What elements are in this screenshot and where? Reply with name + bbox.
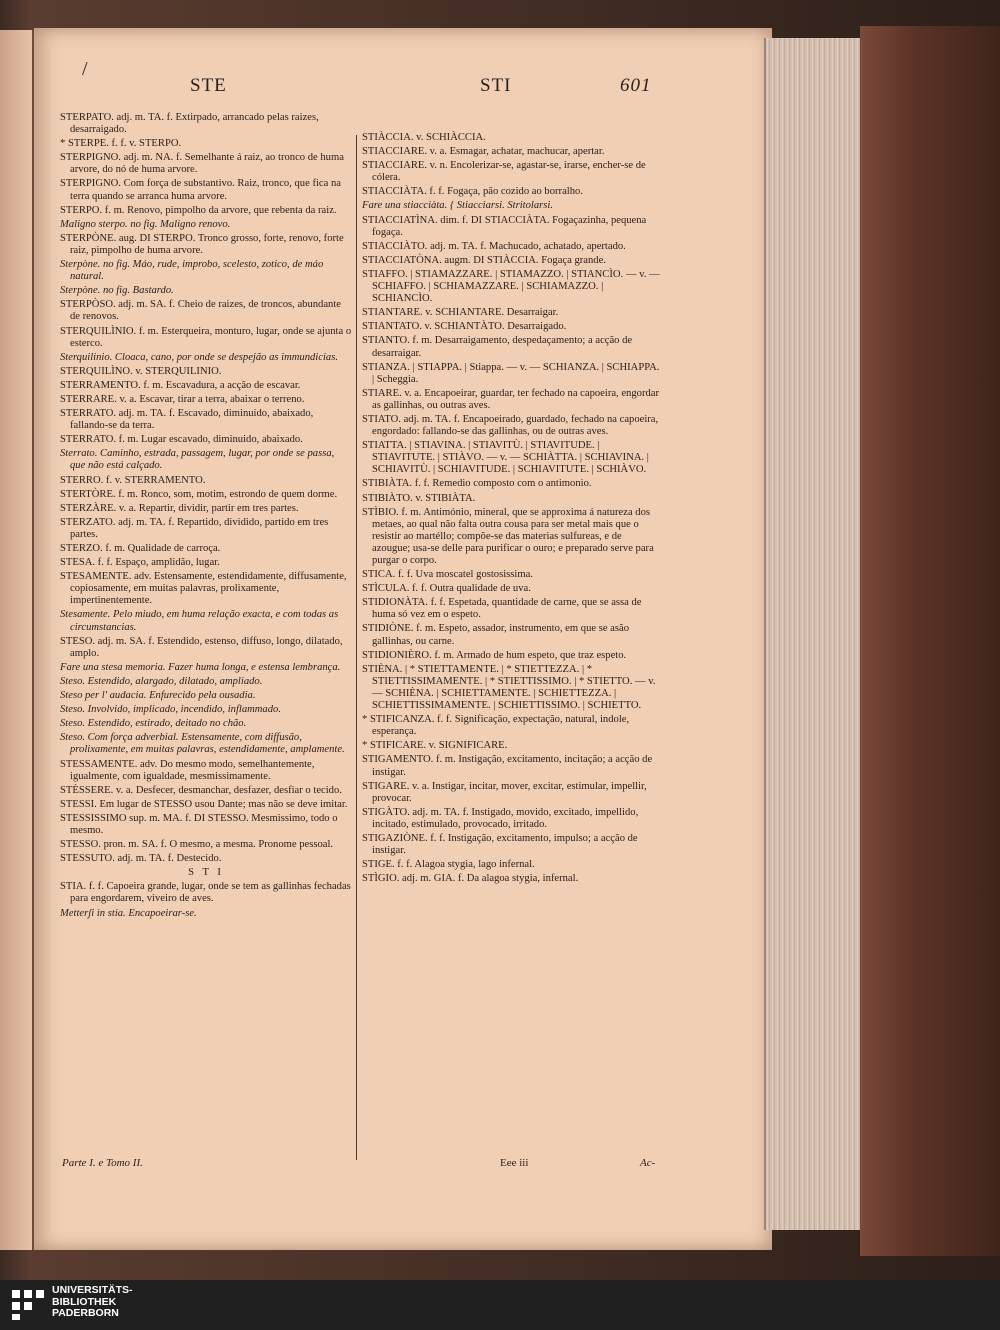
dictionary-entry: * STIFICANZA. f. f. Significação, expectação, natural, indole, esperança. (362, 714, 630, 738)
dictionary-entry: S T I (188, 867, 224, 879)
margin-mark: / (82, 58, 88, 80)
dictionary-entry: * STIFICARE. v. SIGNIFICARE. (362, 740, 508, 752)
dictionary-entry: STIBIÀTO. v. STIBIÀTA. (362, 492, 476, 504)
dictionary-entry: STERPIGNO. adj. m. NA. f. Semelhante á raiz, ao tronco de huma arvore, do nó de huma arvore. (60, 152, 344, 176)
dictionary-entry: STIARE. v. a. Encapoeirar, guardar, ter fechado na capoeira, engordar as gallinhas, ou outras aves. (362, 387, 660, 411)
dictionary-entry: STERZO. f. m. Qualidade de carroça. (60, 543, 221, 554)
dictionary-entry: Steso. Involvido, implicado, incendido, inflammado. (60, 704, 281, 716)
dictionary-entry: STIA. f. f. Capoeira grande, lugar, onde se tem as gallinhas fechadas para engordarem, viveiro de aves. (60, 881, 351, 905)
dictionary-entry: STÌCULA. f. f. Outra qualidade de uva. (362, 583, 531, 595)
dictionary-entry: Maligno sterpo. no fig. Maligno renovo. (60, 218, 231, 230)
right-column (362, 132, 660, 887)
dictionary-entry: STIACCIARE. v. n. Encolerizar-se, agastar-se, irarse, encher-se de cólera. (362, 160, 646, 184)
dictionary-entry: STÌGIO. adj. m. GIA. f. Da alagoa stygia, infernal. (362, 873, 579, 885)
dictionary-entry: STERZATO. adj. m. TA. f. Repartido, dividido, partido em tres partes. (60, 516, 329, 540)
dictionary-entry: Metterʃi in stia. Encapoeirar-se. (60, 907, 197, 919)
dictionary-entry: STERPÒNE. aug. DI STERPO. Tronco grosso, forte, renovo, forte raiz, pimpolho de huma arvore. (60, 232, 344, 256)
logo-line-3: PADERBORN (52, 1307, 119, 1319)
dictionary-entry: STIGARE. v. a. Instigar, incitar, mover, excitar, estimular, impellir, provocar. (362, 780, 647, 804)
dictionary-entry: STESAMENTE. adv. Estensamente, estendidamente, diffusamente, copiosamente, em muitas palavras, prolixamente, impertinentemente. (60, 571, 347, 607)
dictionary-entry: STERTÒRE. f. m. Ronco, som, motim, estrondo de quem dorme. (60, 488, 338, 500)
footer-catchword: Ac- (640, 1157, 656, 1169)
left-column (60, 112, 352, 922)
dictionary-entry: STÈSSERE. v. a. Desfecer, desmanchar, desfazer, desfiar o tecido. (60, 784, 342, 796)
dictionary-entry: Fare una stiacciàta. { Stiacciarsi. Stritolarsi. (362, 200, 553, 212)
dictionary-entry: STIATO. adj. m. TA. f. Encapoeirado, guardado, fechado na capoeira, engordado: fallando-se das gallinhas, ou de outras aves. (362, 413, 659, 438)
dictionary-entry: STIGE. f. f. Alagoa stygia, lago infernal. (362, 859, 535, 871)
dictionary-entry: Steso. Com força adverbial. Estensamente, com diffusão, prolixamente, em muitas palavras, estendidamente, amplamente. (60, 732, 345, 756)
dictionary-entry: STIBIÀTA. f. f. Remedio composto com o antimonio. (362, 478, 592, 490)
dictionary-entry: STERQUILÌNIO. f. m. Esterqueira, monturo, lugar, onde se ajunta o esterco. (60, 325, 352, 349)
dictionary-entry: STIÀCCIA. v. SCHIÀCCIA. (362, 132, 486, 143)
dictionary-entry: Sterpòne. no fig. Máo, rude, improbo, scelesto, zotico, de máo natural. (60, 259, 324, 283)
dictionary-entry: STIANTARE. v. SCHIANTARE. Desarraigar. (362, 307, 559, 319)
dictionary-entry: Steso. Estendido, estirado, deitado no chão. (60, 718, 247, 730)
column-divider (356, 135, 357, 1160)
library-logo-bar (0, 1280, 1000, 1330)
library-logo-icon (10, 1288, 46, 1322)
dictionary-entry: STESSO. pron. m. SA. f. O mesmo, a mesma. Pronome pessoal. (60, 839, 334, 851)
dictionary-entry: Fare una stesa memoria. Fazer huma longa, e estensa lembrança. (60, 661, 341, 673)
dictionary-entry: STERPO. f. m. Renovo, pimpolho da arvore, que rebenta da raiz. (60, 204, 337, 216)
dictionary-entry: Sterquilinio. Cloaca, cano, por onde se despejão as immundicias. (60, 351, 338, 363)
running-head-center: STI (480, 75, 512, 96)
dictionary-entry: STIGÀTO. adj. m. TA. f. Instigado, movido, excitado, impellido, incitado, estimulado, provocado, irritado. (362, 806, 639, 830)
dictionary-entry: STESO. adj. m. SA. f. Estendido, estenso, diffuso, longo, dilatado, amplo. (60, 635, 343, 659)
dictionary-entry: STESA. f. f. Espaço, amplidão, lugar. (60, 557, 220, 569)
dictionary-entry: STERRATO. f. m. Lugar escavado, diminuido, abaixado. (60, 434, 303, 446)
dictionary-entry: STESSAMENTE. adv. Do mesmo modo, semelhantemente, igualmente, com igualdade, mesmissimamente. (60, 758, 315, 782)
dictionary-entry: STIACCIATÌNA. dim. f. DI STIACCIÀTA. Fogaçazinha, pequena fogaça. (362, 214, 647, 238)
footer-volume: Parte I. e Tomo II. (62, 1157, 143, 1169)
facing-page-edge (0, 30, 34, 1250)
dictionary-entry: STIÈNA. | * STIETTAMENTE. | * STIETTEZZA. | * STIETTISSIMAMENTE. | * STIETTISSIMO. | * STIETTO. — v. — SCHIÈNA. | SCHIETTAMENTE. | SCHIETTEZZA. | SCHIETTISSIMAMENTE. | SCHIETTISSIMO. | SCHIETTO. (362, 663, 656, 712)
book-cover (860, 26, 1000, 1256)
footer-signature: Eee iii (500, 1157, 529, 1169)
dictionary-entry: STIACCIATÒNA. augm. DI STIÀCCIA. Fogaça grande. (362, 254, 606, 266)
dictionary-entry: STERPIGNO. Com força de substantivo. Raiz, tronco, que fica na terra quando se arranca huma arvore. (60, 178, 341, 202)
dictionary-entry: STIGAZIÒNE. f. f. Instigação, excitamento, impulso; a acção de instigar. (362, 832, 638, 857)
dictionary-entry: Steso. Estendido, alargado, dilatado, ampliado. (60, 675, 263, 687)
dictionary-entry: STIACCIARE. v. a. Esmagar, achatar, machucar, apertar. (362, 146, 605, 158)
dictionary-entry: STIGAMENTO. f. m. Instigação, excitamento, incitação; a acção de instigar. (362, 754, 653, 778)
page-number: 601 (620, 75, 652, 96)
dictionary-entry: * STERPE. f. f. v. STERPO. (60, 138, 182, 150)
dictionary-entry: STIDIONIÈRO. f. m. Armado de hum espeto, que traz espeto. (362, 649, 627, 661)
dictionary-entry: STERRO. f. v. STERRAMENTO. (60, 474, 206, 486)
page-edges (764, 38, 862, 1230)
dictionary-entry: STERPÒSO. adj. m. SA. f. Cheio de raizes, de troncos, abundante de renovos. (60, 299, 341, 323)
dictionary-entry: STERRARE. v. a. Escavar, tirar a terra, abaixar o terreno. (60, 393, 305, 405)
logo-line-1: UNIVERSITÄTS- (52, 1284, 133, 1296)
library-logo-text (52, 1285, 133, 1320)
running-head-left: STE (190, 75, 227, 96)
dictionary-entry: STICA. f. f. Uva moscatel gostosissima. (362, 569, 533, 581)
dictionary-entry: STIAFFO. | STIAMAZZARE. | STIAMAZZO. | STIANCÌO. — v. — SCHIAFFO. | SCHIAMAZZARE. | SCHIAMAZZO. | SCHIANCÌO. (362, 268, 660, 305)
dictionary-entry: STIANZA. | STIAPPA. | Stiappa. — v. — SCHIANZA. | SCHIAPPA. | Scheggia. (362, 361, 660, 385)
dictionary-entry: STIDIONÀTA. f. f. Espetada, quantidade de carne, que se assa de huma só vez em o espeto. (362, 597, 642, 621)
logo-line-2: BIBLIOTHEK (52, 1295, 117, 1308)
dictionary-entry: STERRAMENTO. f. m. Escavadura, a acção de escavar. (60, 379, 301, 391)
dictionary-entry: STIDIÒNE. f. m. Espeto, assador, instrumento, em que se asão gallinhas, ou carne. (362, 623, 630, 647)
dictionary-entry: STIANTO. f. m. Desarraigamento, despedaçamento; a acção de desarraigar. (362, 335, 633, 359)
dictionary-entry: STIANTATO. v. SCHIANTÀTO. Desarraigado. (362, 321, 567, 333)
dictionary-entry: STESSUTO. adj. m. TA. f. Destecido. (60, 853, 222, 865)
dictionary-entry: STESSI. Em lugar de STESSO usou Dante; mas não se deve imitar. (60, 798, 348, 810)
dictionary-entry: STIACCIÀTA. f. f. Fogaça, pão cozido ao borralho. (362, 186, 583, 198)
dictionary-entry: STERQUILÌNO. v. STERQUILINIO. (60, 365, 222, 377)
dictionary-entry: Stesamente. Pelo miudo, em huma relação exacta, e com todas as circumstancias. (60, 609, 339, 633)
dictionary-entry: Sterrato. Caminho, estrada, passagem, lugar, por onde se passa, que não está calçado. (60, 448, 335, 472)
dictionary-entry: STERZÀRE. v. a. Repartir, dividir, partir em tres partes. (60, 502, 299, 514)
dictionary-entry: STERPATO. adj. m. TA. f. Extirpado, arrancado pelas raizes, desarraigado. (60, 112, 319, 136)
dictionary-entry: STIATTA. | STIAVINA. | STIAVITÙ. | STIAVITUDE. | STIAVITUTE. | STIÀVO. — v. — SCHIÀTTA. | SCHIAVINA. | SCHIAVITÙ. | SCHIAVITUDE. | SCHIAVITUTE. | SCHIÀVO. (362, 440, 649, 476)
dictionary-entry: STERRATO. adj. m. TA. f. Escavado, diminuido, abaixado, fallando-se da terra. (60, 408, 314, 432)
dictionary-entry: STIACCIÀTO. adj. m. TA. f. Machucado, achatado, apertado. (362, 240, 626, 252)
dictionary-entry: STÌBIO. f. m. Antimónio, mineral, que se approxima á natureza dos metaes, ao qual não falta outra cousa para ser metal mais que o resistir ao martéllo; compõe-se das materias sulfureas, e de azougue; usa-se delle para purificar o ouro; e preparado serve para purgar o corpo. (362, 506, 654, 566)
dictionary-entry: Sterpòne. no fig. Bastardo. (60, 285, 174, 297)
dictionary-entry: STESSISSIMO sup. m. MA. f. DI STESSO. Mesmissimo, todo o mesmo. (60, 812, 338, 836)
dictionary-entry: Steso per l' audacia. Enfurecido pela ousadia. (60, 690, 256, 702)
